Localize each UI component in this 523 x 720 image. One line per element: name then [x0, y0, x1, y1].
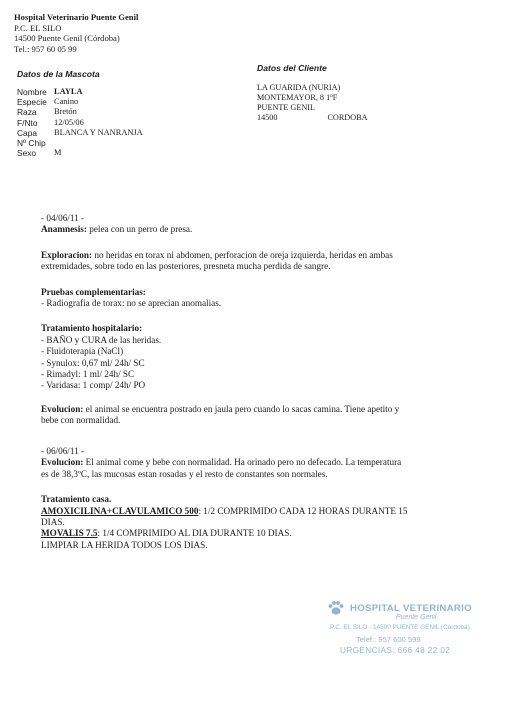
pet-label: F/Nto [17, 117, 38, 128]
anamnesis-text: pelea con un perro de presa. [86, 224, 193, 235]
evolucion-2-text-1: El animal come y bebe con normalidad. Ha orinado pero no defecado. La temperatura [83, 457, 402, 468]
med-1-name: AMOXICILINA+CLAVULAMICO 500 [41, 505, 199, 516]
pet-section-title: Datos de la Mascota [17, 69, 100, 79]
anamnesis-line [41, 224, 399, 235]
evolucion-line-1 [41, 404, 399, 415]
tratamiento-item: - Synulox: 0,67 ml/ 24h/ SC [41, 357, 145, 368]
client-city: CORDOBA [327, 113, 368, 122]
pet-value: Canino [54, 97, 79, 107]
entry-1-date: - 04/06/11 - [41, 213, 85, 223]
tratamiento-item: - Varidasa: 1 comp/ 24h/ PO [41, 380, 146, 391]
pet-row-species [17, 97, 143, 107]
anamnesis-label: Anamnesis: [41, 224, 87, 235]
tratamiento-item: - BAÑO y CURA de las heridas. [41, 334, 162, 345]
clinic-phone: Tel.: 957 60 05 99 [14, 43, 77, 54]
pet-row-chip [17, 138, 143, 148]
tratamiento-casa-label: Tratamiento casa. [41, 494, 112, 505]
pet-row-breed [17, 107, 143, 117]
client-name: LA GUARIDA (NURIA) [257, 83, 341, 92]
evolucion-2-line-1 [41, 457, 407, 468]
clinic-stamp [326, 598, 472, 655]
clinic-header [14, 12, 138, 54]
pet-label: Sexo [17, 148, 37, 159]
med-2-name: MOVALIS 7.5 [41, 528, 98, 539]
pet-label: Especie [17, 97, 47, 108]
client-section-title: Datos del Cliente [257, 63, 327, 73]
med-2-text: : 1/4 COMPRIMIDO AL DIA DURANTE 10 DIAS. [97, 528, 292, 539]
pruebas-text: - Radiografia de torax: no se aprecian anomalias. [41, 298, 222, 309]
stamp-line-2: Puente Genil [396, 614, 437, 621]
tratamiento-item: - Rimadyl: 1 ml/ 24h/ SC [41, 369, 135, 380]
pet-row-birthdate [17, 118, 143, 128]
pet-value: BLANCA Y NANRANJA [54, 127, 143, 137]
med-2-line [41, 528, 407, 539]
entry-1 [41, 213, 399, 427]
clinic-address-1: P.C. EL SILO [14, 22, 62, 33]
client-postcode-row [257, 113, 368, 123]
exploracion-text-2: extremidades, sobre todo en las posteriores, presneta mucha perdida de sangre. [41, 261, 331, 272]
instruction-text: LIMPIAR LA HERIDA TODOS LOS DIAS. [41, 539, 208, 550]
pet-label: Nº Chip [17, 137, 46, 148]
pet-value: M [54, 148, 62, 158]
pet-value: 12/05/06 [54, 117, 84, 127]
evolucion-text-2: bebe con normalidad. [41, 415, 121, 426]
evolucion-2-label: Evolucion: [41, 457, 84, 468]
client-postcode: 14500 [257, 113, 278, 122]
med-1-cont: DIAS. [41, 517, 65, 528]
pruebas-label: Pruebas complementarias: [41, 286, 146, 297]
pet-row-sex [17, 148, 143, 158]
clinic-address-2: 14500 Puente Genil (Córdoba) [14, 33, 120, 44]
entry-2-date: - 06/06/11 - [41, 446, 85, 456]
stamp-line-5: URGENCIAS: 666 48 22 02 [340, 646, 451, 655]
tratamiento-item: - Fluidoterapia (NaCl) [41, 346, 124, 357]
med-1-text: : 1/2 COMPRIMIDO CADA 12 HORAS DURANTE 15 [198, 505, 408, 516]
stamp-line-4: Telef.: 957 600 599 [356, 635, 421, 644]
pet-label: Raza [17, 107, 37, 118]
exploracion-line-1 [41, 250, 399, 261]
evolucion-label: Evolucion: [41, 403, 84, 414]
exploracion-label: Exploracion: [41, 249, 93, 260]
stamp-line-1: HOSPITAL VETERINARIO [350, 602, 472, 614]
evolucion-2-text-2: es de 38,3ºC, las mucosas estan rosadas y el resto de constantes son normales. [41, 468, 328, 479]
pet-value: Bretón [54, 107, 77, 117]
pet-data-table [17, 87, 143, 158]
pet-label: Nombre [17, 87, 47, 97]
entry-2 [41, 446, 407, 551]
paw-logo-icon [326, 598, 346, 618]
evolucion-text-1: el animal se encuentra postrado en jaula pero cuando lo sacas camina. Tiene apetito y [83, 403, 400, 414]
client-data [257, 83, 368, 123]
clinic-name: Hospital Veterinario Puente Genil [14, 12, 139, 22]
pet-label: Capa [17, 127, 38, 138]
tratamiento-hospitalario-label: Tratamiento hospitalario: [41, 323, 143, 334]
med-1-line [41, 506, 407, 517]
pet-row-coat [17, 128, 143, 138]
exploracion-text-1: no heridas en torax ni abdomen, perforacion de oreja izquierda, heridas en ambas [92, 249, 393, 260]
client-address: MONTEMAYOR, 8 1ºF [257, 93, 338, 102]
client-town: PUENTE GENIL [257, 103, 315, 112]
pet-row-name [17, 87, 143, 97]
stamp-line-3: P.C. EL SILO - 14500 PUENTE GENIL (Córdoba) [330, 624, 470, 631]
pet-value: LAYLA [54, 87, 83, 96]
